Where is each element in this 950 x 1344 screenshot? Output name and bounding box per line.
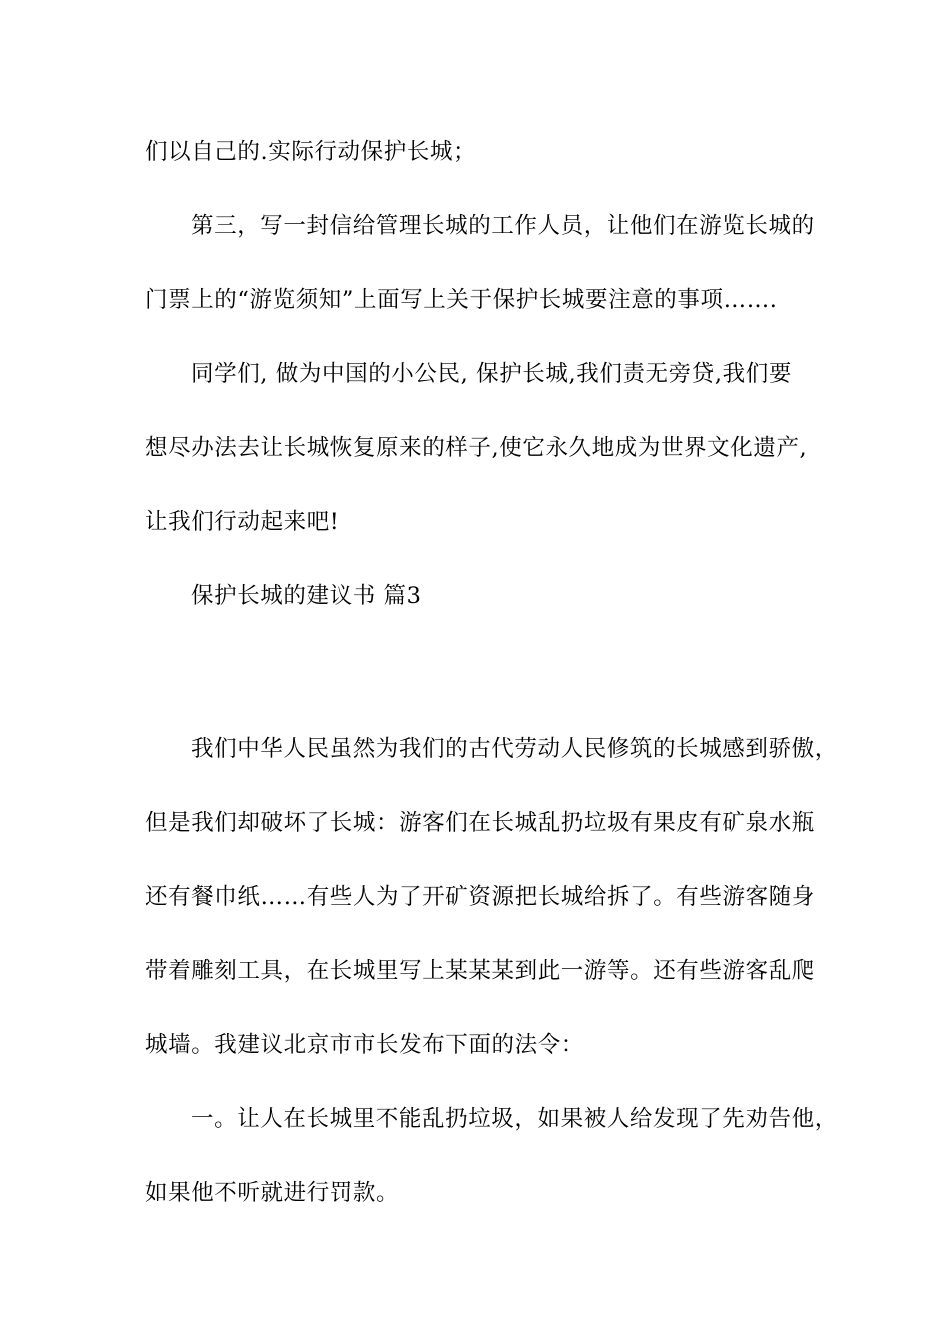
paragraph-line: 带着雕刻工具，在长城里写上某某某到此一游等。还有些游客乱爬 [145,958,815,984]
paragraph-line: 门票上的“游览须知”上面写上关于保护长城要注意的事项……. [145,287,778,313]
paragraph-line: 我们中华人民虽然为我们的古代劳动人民修筑的长城感到骄傲， [191,736,838,762]
paragraph-line: 们以自己的.实际行动保护长城； [145,139,477,165]
paragraph-line: 第三，写一封信给管理长城的工作人员，让他们在游览长城的 [191,213,815,239]
paragraph-line: 城墙。我建议北京市市长发布下面的法令： [145,1032,584,1058]
paragraph-line: 想尽办法去让长城恢复原来的样子,使它永久地成为世界文化遗产, [145,435,808,461]
paragraph-line: 一。让人在长城里不能乱扔垃圾，如果被人给发现了先劝告他， [191,1106,838,1132]
section-heading: 保护长城的建议书 篇3 [191,583,422,609]
paragraph-line: 还有餐巾纸……有些人为了开矿资源把长城给拆了。有些游客随身 [145,884,815,910]
paragraph-line: 但是我们却破坏了长城：游客们在长城乱扔垃圾有果皮有矿泉水瓶 [145,810,815,836]
paragraph-line: 让我们行动起来吧! [145,509,340,535]
paragraph-line: 如果他不听就进行罚款。 [145,1180,400,1206]
paragraph-line: 同学们, 做为中国的小公民, 保护长城,我们责无旁贷,我们要 [191,361,792,387]
